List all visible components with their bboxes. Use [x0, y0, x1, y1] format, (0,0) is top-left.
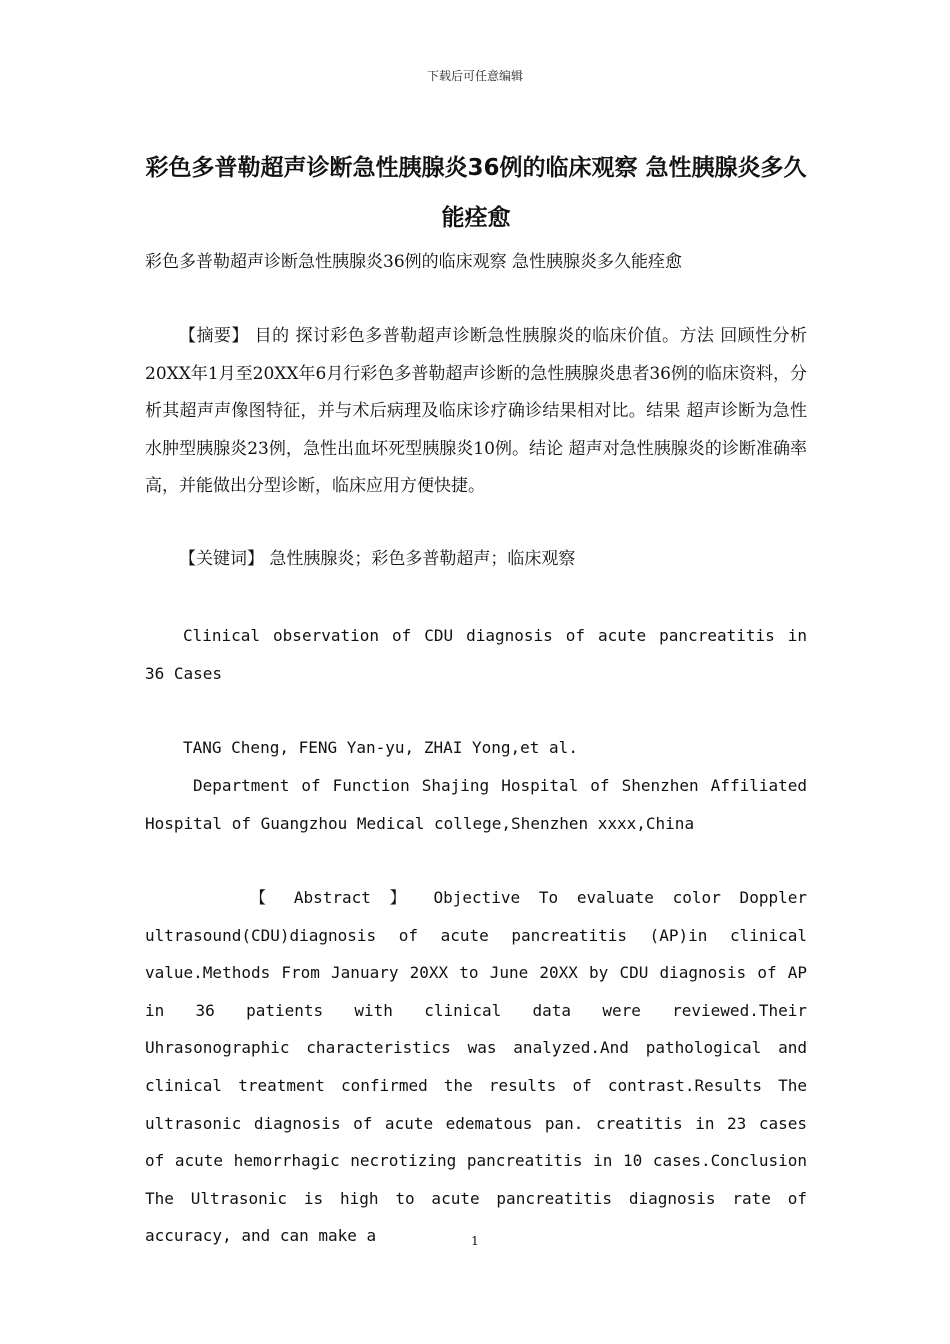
chinese-keywords-label: 【关键词】: [179, 549, 264, 569]
english-abstract-text: Objective To evaluate color Doppler ultrasound(CDU)diagnosis of acute pancreatitis (AP)in clinical value.Methods From January 20XX to June 20XX by CDU diagnosis of AP in 36 patients with clinical data were reviewed.Their Uhrasonographic characteristics was analyzed.And pathological and clinical treatment confirmed the results of contrast.Results The ultrasonic diagnosis of acute edematous pan. creatitis in 23 cases of acute hemorrhagic necrotizing pancreatitis in 10 cases.Conclusion The Ultrasonic is high to acute pancreatitis diagnosis rate of accuracy, and can make a: [145, 888, 807, 1246]
english-department: Department of Function Shajing Hospital of Shenzhen Affiliated Hospital of Guangzhou Medical college,Shenzhen xxxx,China: [145, 776, 807, 833]
page-title: 彩色多普勒超声诊断急性胰腺炎36例的临床观察 急性胰腺炎多久能痊愈: [145, 155, 807, 231]
chinese-keywords-text: 急性胰腺炎；彩色多普勒超声；临床观察: [264, 549, 576, 569]
english-authors: TANG Cheng, FENG Yan-yu, ZHAI Yong,et al.: [183, 738, 578, 757]
english-title: Clinical observation of CDU diagnosis of acute pancreatitis in 36 Cases: [145, 626, 807, 683]
chinese-keywords: [145, 541, 807, 579]
english-abstract: [145, 879, 807, 1255]
subtitle: 彩色多普勒超声诊断急性胰腺炎36例的临床观察 急性胰腺炎多久能痊愈: [145, 252, 683, 272]
chinese-abstract-text: 目的 探讨彩色多普勒超声诊断急性胰腺炎的临床价值。方法 回顾性分析20XX年1月至20XX年6月行彩色多普勒超声诊断的急性胰腺炎患者36例的临床资料，分析其超声声像图特征，并与术后病理及临床诊疗确诊结果相对比。结果 超声诊断为急性水肿型胰腺炎23例，急性出血坏死型胰腺炎10例。结论 超声对急性胰腺炎的诊断准确率高，并能做出分型诊断，临床应用方便快捷。: [145, 326, 808, 496]
page-number: 1: [471, 1234, 479, 1248]
header-note: 下载后可任意编辑: [426, 69, 523, 83]
chinese-abstract: [145, 318, 807, 506]
english-abstract-label: 【 Abstract 】: [250, 888, 415, 907]
chinese-abstract-label: 【摘要】: [179, 326, 249, 346]
